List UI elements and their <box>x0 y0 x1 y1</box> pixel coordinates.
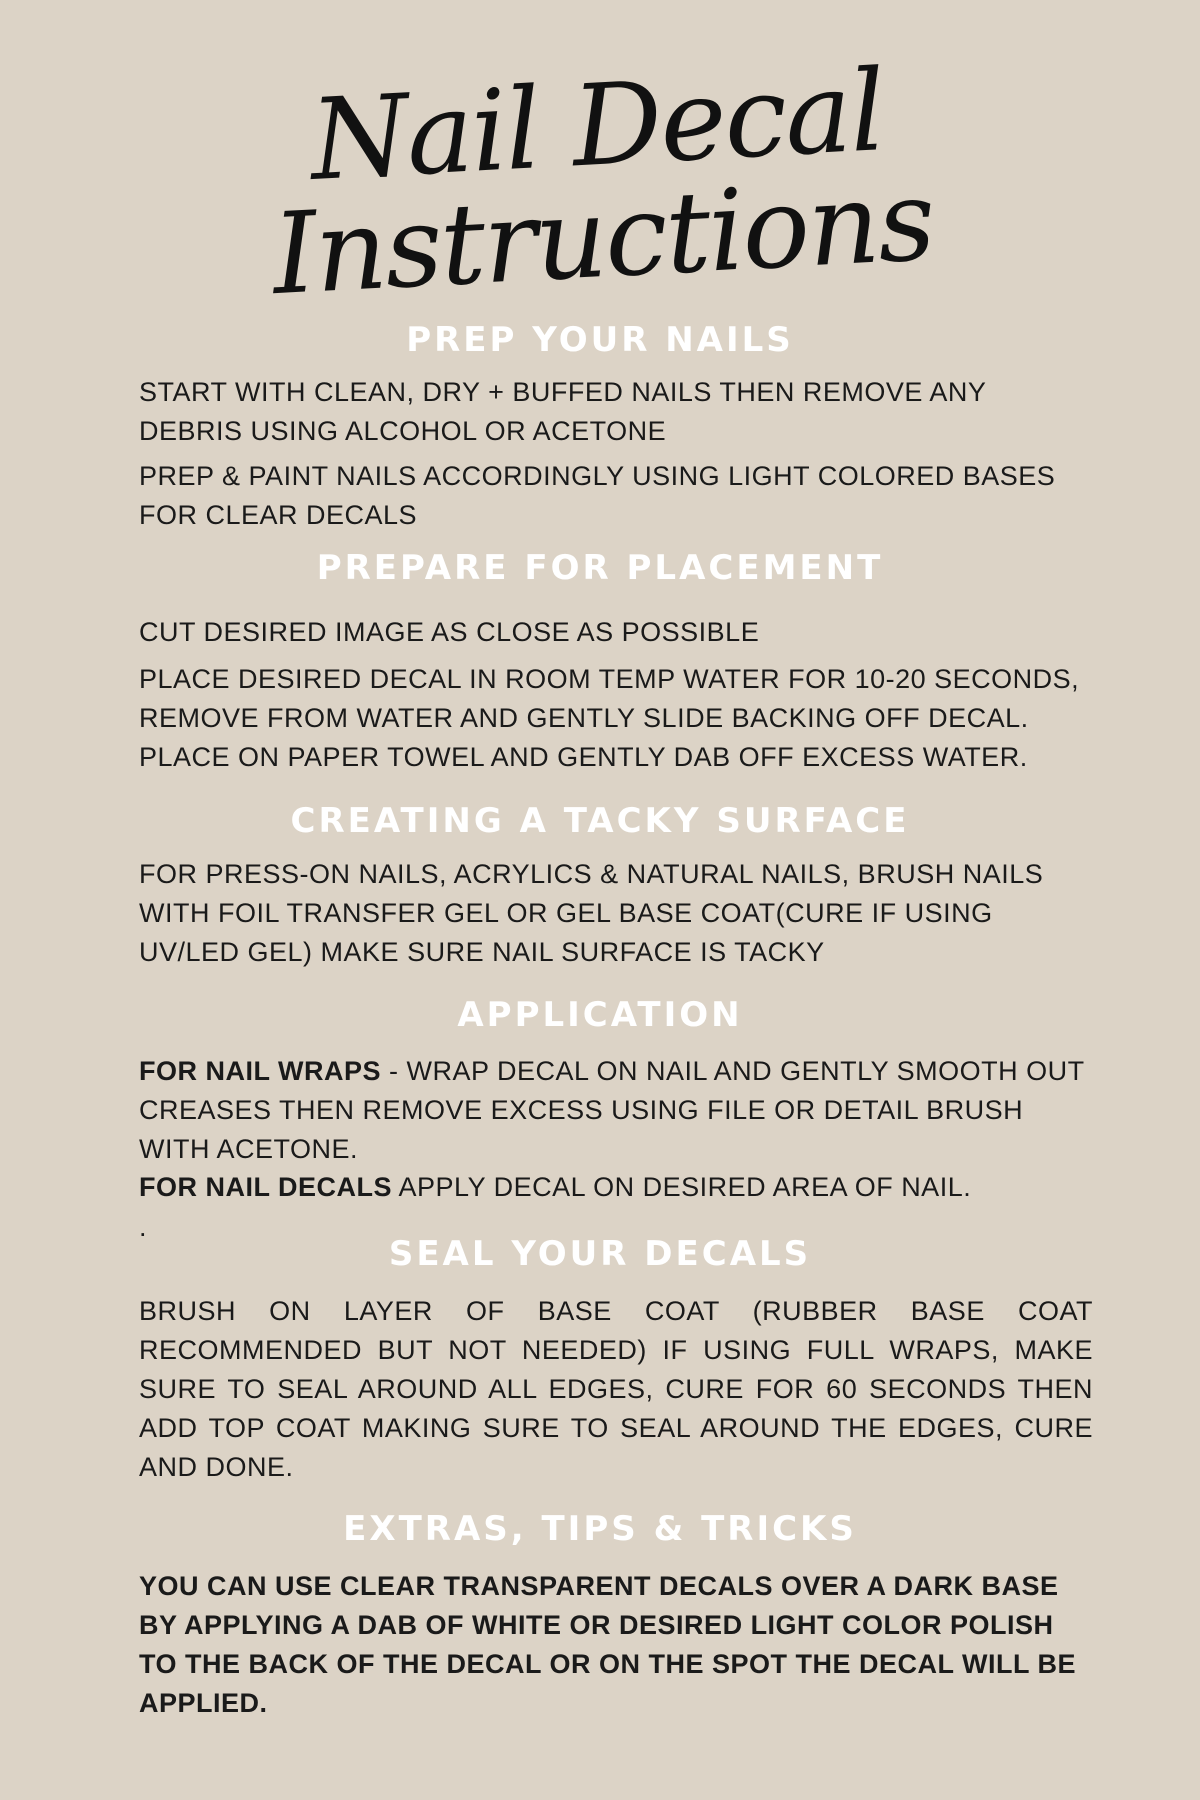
prep-paragraph-2: PREP & PAINT NAILS ACCORDINGLY USING LIGHT COLORED BASES FOR CLEAR DECALS <box>139 461 1056 530</box>
heading-extras-tips-tricks: EXTRAS, TIPS & TRICKS <box>343 1509 857 1549</box>
extras-paragraph-1: YOU CAN USE CLEAR TRANSPARENT DECALS OVER A DARK BASE BY APPLYING A DAB OF WHITE OR DESIRED LIGHT COLOR POLISH TO THE BACK OF THE DECAL OR ON THE SPOT THE DECAL WILL BE APPLIED. <box>139 1571 1077 1718</box>
heading-creating-a-tacky-surface: CREATING A TACKY SURFACE <box>290 801 910 841</box>
placement-paragraph-2: PLACE DESIRED DECAL IN ROOM TEMP WATER FOR 10-20 SECONDS, REMOVE FROM WATER AND GENTLY SLIDE BACKING OFF DECAL. PLACE ON PAPER TOWEL AND GENTLY DAB OFF EXCESS WATER. <box>139 664 1080 772</box>
application-wraps-label: FOR NAIL WRAPS <box>139 1056 381 1086</box>
heading-prepare-for-placement: PREPARE FOR PLACEMENT <box>316 548 884 588</box>
application-decals-text: APPLY DECAL ON DESIRED AREA OF NAIL. <box>392 1172 972 1202</box>
heading-seal-your-decals: SEAL YOUR DECALS <box>388 1234 812 1274</box>
placement-paragraph-1: CUT DESIRED IMAGE AS CLOSE AS POSSIBLE <box>139 617 760 647</box>
tacky-paragraph-1: FOR PRESS-ON NAILS, ACRYLICS & NATURAL NAILS, BRUSH NAILS WITH FOIL TRANSFER GEL OR GEL BASE COAT(CURE IF USING UV/LED GEL) MAKE SURE NAIL SURFACE IS TACKY <box>139 859 1044 967</box>
heading-prep-your-nails: PREP YOUR NAILS <box>406 320 794 360</box>
page-title: Nail Decal Instructions <box>269 46 937 321</box>
prep-paragraph-1: START WITH CLEAN, DRY + BUFFED NAILS THEN REMOVE ANY DEBRIS USING ALCOHOL OR ACETONE <box>139 377 986 446</box>
application-wraps-paragraph <box>139 1052 1089 1169</box>
application-decals-paragraph <box>139 1168 1089 1207</box>
heading-application: APPLICATION <box>457 995 743 1035</box>
seal-paragraph-1: BRUSH ON LAYER OF BASE COAT (RUBBER BASE COAT RECOMMENDED BUT NOT NEEDED) IF USING FULL WRAPS, MAKE SURE TO SEAL AROUND ALL EDGES, CURE FOR 60 SECONDS THEN ADD TOP COAT MAKING SURE TO SEAL AROUND THE EDGES, CURE AND DONE. <box>139 1296 1093 1482</box>
application-wraps-text: - WRAP DECAL ON NAIL AND GENTLY SMOOTH OUT CREASES THEN REMOVE EXCESS USING FILE OR DETAIL BRUSH WITH ACETONE. <box>139 1056 1085 1164</box>
application-dot: . <box>139 1212 148 1242</box>
application-decals-label: FOR NAIL DECALS <box>139 1172 393 1202</box>
